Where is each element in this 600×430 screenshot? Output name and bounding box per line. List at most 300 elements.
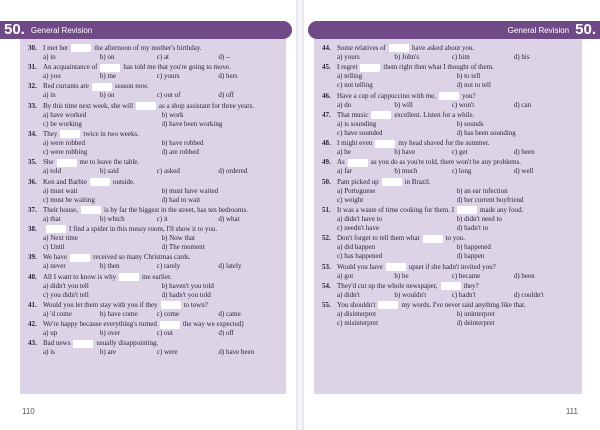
question-text xyxy=(337,91,576,101)
answer-option[interactable]: c) needn't have xyxy=(337,224,380,233)
question-line xyxy=(28,272,280,282)
question-text-before: Pam picked up xyxy=(337,177,379,186)
question-text xyxy=(43,300,280,310)
answer-option[interactable]: a) telling xyxy=(337,72,363,81)
answer-blank[interactable] xyxy=(70,254,90,262)
answer-option[interactable]: b) me xyxy=(99,72,117,81)
answer-blank[interactable] xyxy=(360,64,380,72)
question-line xyxy=(28,224,280,234)
answer-options xyxy=(28,348,280,357)
question-text-after: as a shop assistant for three years. xyxy=(159,101,255,110)
answer-option[interactable]: d) hers xyxy=(218,72,238,81)
question-number: 46. xyxy=(322,91,331,100)
question-line xyxy=(322,62,576,72)
question-number: 49. xyxy=(322,158,331,167)
answer-blank[interactable] xyxy=(90,178,110,186)
question-number: 48. xyxy=(322,139,331,148)
question-number: 42. xyxy=(28,320,37,329)
answer-blank[interactable] xyxy=(382,178,402,186)
answer-blank[interactable] xyxy=(160,321,180,329)
question-text xyxy=(43,252,280,262)
question-text xyxy=(43,177,280,187)
question-text xyxy=(43,157,280,167)
question xyxy=(322,110,576,138)
question-line xyxy=(28,338,280,348)
answer-blank[interactable] xyxy=(81,206,101,214)
question-text-after: as you do as you're told, there won't be any problems. xyxy=(370,158,522,167)
question xyxy=(322,157,576,176)
answer-option[interactable]: a) 'd come xyxy=(43,310,72,318)
question-number: 51. xyxy=(322,205,331,214)
question-number: 33. xyxy=(28,101,37,110)
question-text-after: me earlier. xyxy=(142,272,172,281)
question-text-before: Would you have xyxy=(337,262,383,271)
question-text-after: upset if she hadn't invited you? xyxy=(408,262,496,271)
question-text xyxy=(43,224,280,234)
question-text-before: Would you let them stay with you if they xyxy=(43,301,158,309)
question-text-before: By this time next week, she will xyxy=(43,101,134,110)
unit-title: General Revision xyxy=(30,25,93,35)
question-text-before: It was a waste of time cooking for them. I xyxy=(337,205,455,214)
unit-number: 50. xyxy=(4,21,25,38)
question-line xyxy=(28,205,280,215)
exercise-panel-left xyxy=(20,39,286,394)
question-text xyxy=(337,43,576,53)
question xyxy=(28,157,280,176)
question-line xyxy=(322,300,576,310)
question-text-before: She xyxy=(43,158,54,167)
answer-blank[interactable] xyxy=(100,64,120,72)
question-line xyxy=(322,262,576,272)
answer-option[interactable]: a) got xyxy=(337,271,354,280)
answer-options xyxy=(322,148,576,157)
question xyxy=(28,338,280,357)
question-text-before: That music xyxy=(337,110,369,119)
answer-options xyxy=(322,291,576,300)
answer-option[interactable]: d) came xyxy=(218,310,241,318)
answer-option[interactable]: b) happened xyxy=(456,243,491,252)
answer-option[interactable]: c) asked xyxy=(156,167,180,176)
answer-option[interactable]: c) has happened xyxy=(337,252,383,261)
answer-option[interactable]: a) do xyxy=(337,100,352,109)
answer-option[interactable]: a) in xyxy=(43,91,56,100)
question xyxy=(28,81,280,100)
answer-options xyxy=(28,187,280,205)
answer-option[interactable]: b) said xyxy=(99,167,119,176)
question-number: 47. xyxy=(322,110,331,119)
answer-option[interactable]: c) weight xyxy=(337,195,364,204)
right-page xyxy=(304,0,600,430)
answer-option[interactable]: d) has been sounding xyxy=(456,128,516,137)
answer-option[interactable]: c) out xyxy=(156,329,173,338)
answer-option[interactable]: a) didn't have to xyxy=(337,214,382,223)
question-text-before: Have a cup of cappuccino with me, xyxy=(337,91,436,100)
question-number: 30. xyxy=(28,44,37,52)
unit-header xyxy=(308,21,600,39)
answer-options xyxy=(322,53,576,62)
answer-option[interactable]: d) had to wait xyxy=(161,195,201,204)
answer-option[interactable]: b) will xyxy=(394,100,413,109)
question xyxy=(322,205,576,233)
question-number: 32. xyxy=(28,82,37,91)
question-text-after: I find a spider in this messy room, I'll show it to you. xyxy=(69,225,218,234)
answer-option[interactable]: d) hadn't you told xyxy=(161,290,211,299)
answer-option[interactable]: c) it xyxy=(156,214,168,223)
answer-option[interactable]: a) never xyxy=(43,262,66,271)
answer-options xyxy=(28,53,280,62)
answer-option[interactable]: a) disinterpret xyxy=(337,310,377,318)
question-text-before: All I want to know is why xyxy=(43,272,117,281)
answer-option[interactable]: c) were xyxy=(156,348,178,357)
answer-blank[interactable] xyxy=(371,111,391,119)
question-line xyxy=(28,177,280,187)
question xyxy=(28,205,280,224)
question-text-after: my head shaved for the summer. xyxy=(398,139,490,148)
answer-option[interactable]: d) The moment xyxy=(161,243,205,252)
question-number: 35. xyxy=(28,158,37,167)
answer-option[interactable]: b) which xyxy=(99,214,125,223)
answer-option[interactable]: c) him xyxy=(451,53,470,61)
answer-options xyxy=(322,272,576,281)
question-text-after: to you. xyxy=(445,234,466,243)
question xyxy=(28,129,280,157)
question xyxy=(28,101,280,129)
answer-option[interactable]: d) well xyxy=(513,167,534,176)
question xyxy=(322,43,576,62)
answer-option[interactable]: c) became xyxy=(451,271,481,280)
answer-option[interactable]: d) have been xyxy=(218,348,255,357)
question-text xyxy=(43,319,280,329)
answer-option[interactable]: c) Until xyxy=(43,243,65,252)
question-text xyxy=(43,81,280,91)
question-line xyxy=(28,62,280,72)
answer-option[interactable]: b) over xyxy=(99,329,120,338)
answer-option[interactable]: b) on xyxy=(99,91,115,100)
answer-option[interactable]: d) her current boyfriend xyxy=(456,195,524,204)
question xyxy=(28,319,280,338)
question-text xyxy=(337,110,576,120)
answer-options xyxy=(322,167,576,176)
question xyxy=(322,138,576,157)
question-text-before: They'd cut up the whole newspaper, xyxy=(337,281,438,290)
question-line xyxy=(322,177,576,187)
question-text-after: excellent. Listen for a while. xyxy=(394,110,475,119)
question-text xyxy=(337,281,576,291)
answer-blank[interactable] xyxy=(136,102,156,110)
question xyxy=(28,272,280,300)
question-text-before: I regret xyxy=(337,63,358,72)
question-text-before: I might even xyxy=(337,139,373,148)
answer-option[interactable]: b) wouldn't xyxy=(394,290,427,299)
question-number: 45. xyxy=(322,63,331,72)
answer-blank[interactable] xyxy=(439,92,459,100)
question-number: 37. xyxy=(28,205,37,214)
exercise-panel-right xyxy=(314,39,582,394)
question-text-after: have asked about you. xyxy=(412,44,475,52)
question-line xyxy=(28,157,280,167)
question xyxy=(322,177,576,205)
answer-blank[interactable] xyxy=(73,340,93,348)
question-text-after: usually disappointing. xyxy=(96,339,159,348)
question-text-after: has told me that you're going to move. xyxy=(123,63,231,72)
question-line xyxy=(28,129,280,139)
question-text-before: Red currants are xyxy=(43,82,89,91)
answer-blank[interactable] xyxy=(119,273,139,281)
question xyxy=(322,91,576,110)
answer-option[interactable]: a) have worked xyxy=(43,110,87,119)
question-number: 34. xyxy=(28,129,37,138)
answer-option[interactable]: b) then xyxy=(99,262,120,271)
question-text-after: you? xyxy=(461,91,476,100)
question-text-after: season now. xyxy=(114,82,149,91)
answer-option[interactable]: b) haven't you told xyxy=(161,281,214,290)
question xyxy=(322,281,576,300)
answer-option[interactable]: a) you xyxy=(43,72,61,81)
answer-options xyxy=(322,101,576,110)
question-line xyxy=(322,281,576,291)
question-line xyxy=(322,43,576,53)
question-text-after: the afternoon of my mother's birthday. xyxy=(94,44,202,52)
answer-option[interactable]: d) deinterpret xyxy=(456,319,495,328)
question-text xyxy=(43,43,280,53)
answer-option[interactable]: b) an ear infection xyxy=(456,186,508,195)
question-text xyxy=(337,205,576,215)
answer-option[interactable]: d) lately xyxy=(218,262,242,271)
answer-option[interactable]: c) not telling xyxy=(337,81,373,90)
answer-option[interactable]: c) rarely xyxy=(156,262,181,271)
answer-blank[interactable] xyxy=(378,301,398,309)
answer-option[interactable]: b) work xyxy=(161,110,184,119)
question-number: 50. xyxy=(322,177,331,186)
question-text-before: An acquaintance of xyxy=(43,63,98,72)
answer-option[interactable]: a) didn't xyxy=(337,290,360,299)
answer-option[interactable]: d) off xyxy=(218,91,234,100)
question-text-after: is by far the biggest in the street, has ten bedrooms. xyxy=(104,205,248,214)
question-line xyxy=(28,43,280,53)
answer-blank[interactable] xyxy=(386,263,406,271)
answer-option[interactable]: c) at xyxy=(156,53,169,61)
answer-option[interactable]: c) won't xyxy=(451,100,475,109)
answer-option[interactable]: b) to tell xyxy=(456,72,481,81)
answer-options xyxy=(28,91,280,100)
question-text-after: to town? xyxy=(183,301,208,309)
answer-option[interactable]: d) have been working xyxy=(161,119,223,128)
question xyxy=(322,62,576,90)
question-text-before: We have xyxy=(43,253,68,262)
answer-blank[interactable] xyxy=(60,130,80,138)
answer-options xyxy=(322,72,576,90)
answer-option[interactable]: c) must be waiting xyxy=(43,195,95,204)
answer-option[interactable]: b) much xyxy=(394,167,418,176)
answer-option[interactable]: c) you didn't tell xyxy=(43,290,89,299)
answer-option[interactable]: d) hadn't to xyxy=(456,224,489,233)
answer-option[interactable]: b) have xyxy=(394,148,416,157)
answer-options xyxy=(28,310,280,319)
question-number: 52. xyxy=(322,234,331,243)
answer-option[interactable]: d) ordered xyxy=(218,167,248,176)
question-text xyxy=(43,338,280,348)
answer-option[interactable]: b) John's xyxy=(394,53,420,61)
answer-options xyxy=(28,167,280,176)
question-number: 41. xyxy=(28,301,37,309)
answer-option[interactable]: a) must wait xyxy=(43,186,78,195)
answer-option[interactable]: b) be xyxy=(394,271,409,280)
answer-options xyxy=(322,187,576,205)
answer-option[interactable]: d) off xyxy=(218,329,234,338)
answer-blank[interactable] xyxy=(423,235,443,243)
question-text xyxy=(337,138,576,148)
answer-options xyxy=(322,310,576,328)
question-text-before: Don't forget to tell them what xyxy=(337,234,420,243)
answer-option[interactable]: a) far xyxy=(337,167,352,176)
answer-option[interactable]: a) were robbed xyxy=(43,138,85,147)
answer-blank[interactable] xyxy=(92,83,112,91)
question-line xyxy=(322,110,576,120)
answer-options xyxy=(28,111,280,129)
answer-option[interactable]: a) did happen xyxy=(337,243,376,252)
answer-option[interactable]: a) that xyxy=(43,214,61,223)
question xyxy=(28,43,280,62)
answer-options xyxy=(322,120,576,138)
answer-option[interactable]: a) Next time xyxy=(43,234,78,243)
answer-options xyxy=(28,215,280,224)
answer-option[interactable]: d) can xyxy=(513,100,532,109)
answer-option[interactable]: d) are robbed xyxy=(161,148,199,157)
answer-option[interactable]: a) in xyxy=(43,53,56,61)
answer-options xyxy=(28,234,280,252)
question-line xyxy=(322,138,576,148)
answer-option[interactable]: b) have come xyxy=(99,310,138,318)
answer-blank[interactable] xyxy=(441,282,461,290)
answer-blank[interactable] xyxy=(71,44,91,52)
answer-option[interactable]: c) hadn't xyxy=(451,290,476,299)
answer-options xyxy=(322,215,576,233)
answer-option[interactable]: a) didn't you tell xyxy=(43,281,89,290)
question-text xyxy=(337,157,576,167)
answer-blank[interactable] xyxy=(389,44,409,52)
question-text-after: they? xyxy=(463,281,479,290)
answer-blank[interactable] xyxy=(57,159,77,167)
answer-option[interactable]: a) up xyxy=(43,329,58,338)
answer-blank[interactable] xyxy=(457,206,477,214)
question-text-before: Their house, xyxy=(43,205,78,214)
unit-title: General Revision xyxy=(507,25,570,35)
answer-options xyxy=(28,329,280,338)
question-text xyxy=(337,177,576,187)
answer-option[interactable]: c) get xyxy=(451,148,468,157)
answer-option[interactable]: c) have sounded xyxy=(337,128,383,137)
answer-option[interactable]: a) told xyxy=(43,167,62,176)
question-text-after: twice in two weeks. xyxy=(83,129,139,138)
answer-options xyxy=(322,243,576,261)
question-text xyxy=(337,233,576,243)
question-line xyxy=(322,91,576,101)
answer-option[interactable]: b) uninterpret xyxy=(456,310,495,318)
question-text-after: me to leave the table. xyxy=(79,158,140,167)
question-number: 43. xyxy=(28,339,37,348)
answer-option[interactable]: a) yours xyxy=(337,53,360,61)
answer-options xyxy=(28,72,280,81)
answer-option[interactable]: b) on xyxy=(99,53,115,61)
question-line xyxy=(322,205,576,215)
answer-blank[interactable] xyxy=(161,301,181,309)
answer-option[interactable]: c) come xyxy=(156,310,180,318)
answer-option[interactable]: c) yours xyxy=(156,72,180,81)
answer-option[interactable]: b) are xyxy=(99,348,117,357)
answer-options xyxy=(28,282,280,300)
question-text xyxy=(43,62,280,72)
question-number: 54. xyxy=(322,281,331,290)
answer-blank[interactable] xyxy=(46,225,66,233)
question-text-before: Some relatives of xyxy=(337,44,386,52)
question-text-after: them right then what I thought of them. xyxy=(383,63,494,72)
question-text-before: Ken and Barbie xyxy=(43,177,87,186)
question xyxy=(322,300,576,328)
question-text xyxy=(43,272,280,282)
book-gutter xyxy=(296,0,304,430)
answer-option[interactable]: d) what xyxy=(218,214,240,223)
question-text xyxy=(337,262,576,272)
question-number: 36. xyxy=(28,177,37,186)
answer-blank[interactable] xyxy=(348,159,368,167)
question xyxy=(322,233,576,261)
answer-option[interactable]: c) be working xyxy=(43,119,82,128)
question-text-before: As xyxy=(337,158,345,167)
question-text xyxy=(43,129,280,139)
answer-option[interactable]: b) must have waited xyxy=(161,186,219,195)
answer-option[interactable]: d) his xyxy=(513,53,530,61)
question-text xyxy=(43,101,280,111)
question-number: 53. xyxy=(322,262,331,271)
question-text xyxy=(337,300,576,310)
question-text xyxy=(337,62,576,72)
question-line xyxy=(28,319,280,329)
answer-blank[interactable] xyxy=(375,140,395,148)
answer-option[interactable]: a) is xyxy=(43,348,55,357)
question-line xyxy=(28,81,280,91)
question-text xyxy=(43,205,280,215)
answer-option[interactable]: d) been xyxy=(513,271,535,280)
answer-option[interactable]: d) happen xyxy=(456,252,485,261)
answer-option[interactable]: a) Portuguese xyxy=(337,186,376,195)
answer-option[interactable]: d) not to tell xyxy=(456,81,491,90)
question-text-before: I met her xyxy=(43,44,69,52)
question xyxy=(28,252,280,271)
question-number: 39. xyxy=(28,253,37,262)
question-text-before: You shouldn't xyxy=(337,301,376,309)
answer-option[interactable]: b) didn't need to xyxy=(456,214,502,223)
question-line xyxy=(322,233,576,243)
answer-option[interactable]: b) Now that xyxy=(161,234,195,243)
answer-option[interactable]: c) misinterpret xyxy=(337,319,379,328)
question-line xyxy=(28,252,280,262)
answer-option[interactable]: d) been xyxy=(513,148,535,157)
question-number: 55. xyxy=(322,301,331,309)
question xyxy=(28,300,280,319)
unit-number: 50. xyxy=(575,21,596,38)
answer-option[interactable]: c) long xyxy=(451,167,472,176)
answer-option[interactable]: d) – xyxy=(218,53,230,61)
answer-option[interactable]: c) out of xyxy=(156,91,181,100)
answer-option[interactable]: a) be xyxy=(337,148,351,157)
answer-option[interactable]: c) were robbing xyxy=(43,148,88,157)
question-text-after: in Brazil. xyxy=(404,177,431,186)
answer-option[interactable]: b) sounds xyxy=(456,119,484,128)
left-page xyxy=(0,0,296,430)
answer-option[interactable]: d) couldn't xyxy=(513,290,544,299)
answer-option[interactable]: a) is sounding xyxy=(337,119,377,128)
answer-option[interactable]: b) have robbed xyxy=(161,138,204,147)
